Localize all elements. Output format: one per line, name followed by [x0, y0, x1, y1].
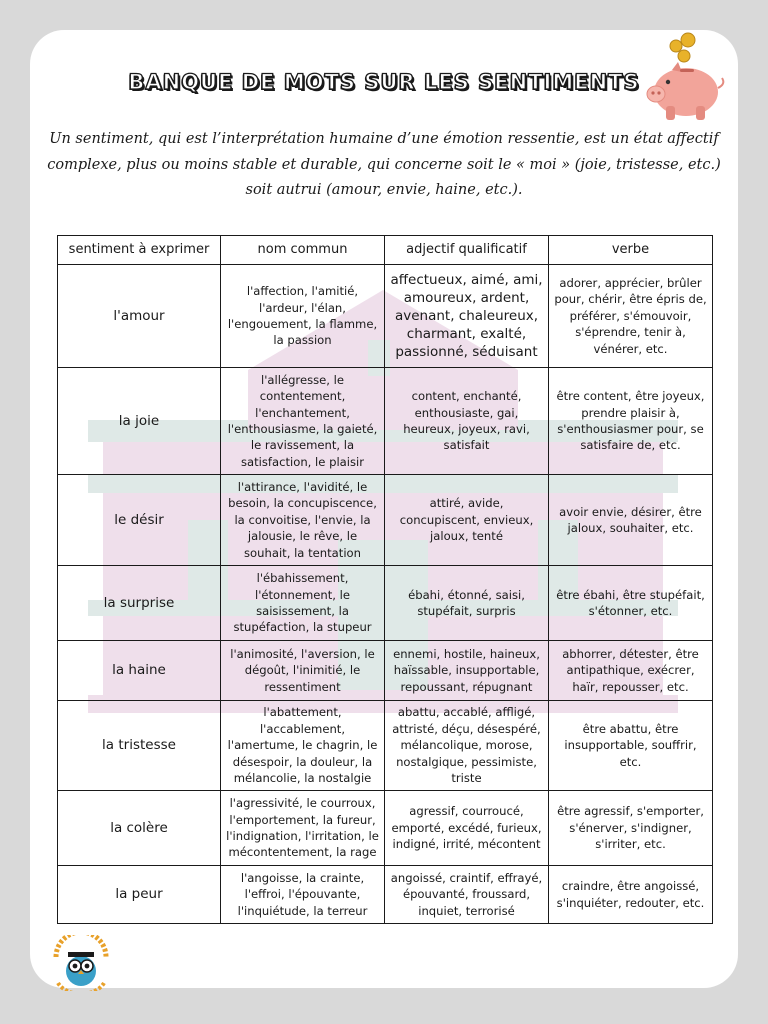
verbe-cell: être abattu, être insupportable, souffrir, etc.	[549, 701, 713, 791]
owl-logo-icon	[50, 935, 112, 991]
nom-cell: l'angoisse, la crainte, l'effroi, l'épouvante, l'inquiétude, la terreur	[221, 866, 385, 924]
table-row	[58, 265, 713, 368]
adjectif-cell: ébahi, étonné, saisi, stupéfait, surpris	[385, 566, 549, 641]
verbe-cell: abhorrer, détester, être antipathique, exécrer, haïr, repousser, etc.	[549, 641, 713, 701]
sentiment-cell: l'amour	[58, 265, 221, 368]
adjectif-cell: abattu, accablé, affligé, attristé, déçu, désespéré, mélancolique, morose, nostalgique, pessimiste, triste	[385, 701, 549, 791]
adjectif-cell: ennemi, hostile, haineux, haïssable, insupportable, repoussant, répugnant	[385, 641, 549, 701]
verbe-cell: adorer, apprécier, brûler pour, chérir, être épris de, préférer, s'émouvoir, s'éprendre, tenir à, vénérer, etc.	[549, 265, 713, 368]
sentiment-cell: la colère	[58, 791, 221, 866]
nom-cell: l'ébahissement, l'étonnement, le saisissement, la stupéfaction, la stupeur	[221, 566, 385, 641]
sentiment-cell: la haine	[58, 641, 221, 701]
intro-paragraph: Un sentiment, qui est l’interprétation humaine d’une émotion ressentie, est un état affectif complexe, plus ou moins stable et durable, qui concerne soit le « moi » (joie, tristesse, etc.) soit autrui (amour, envie, haine, etc.).	[47, 131, 721, 198]
coins-icon	[670, 33, 695, 62]
page-title: BANQUE DE MOTS SUR LES SENTIMENTS	[128, 70, 640, 94]
verbe-cell: être agressif, s'emporter, s'énerver, s'indigner, s'irriter, etc.	[549, 791, 713, 866]
header-sentiment: sentiment à exprimer	[58, 236, 221, 265]
sentiment-cell: la surprise	[58, 566, 221, 641]
adjectif-cell: affectueux, aimé, ami, amoureux, ardent, avenant, chaleureux, charmant, exalté, passionné, séduisant	[385, 265, 549, 368]
adjectif-cell: attiré, avide, concupiscent, envieux, jaloux, tenté	[385, 475, 549, 566]
nom-cell: l'animosité, l'aversion, le dégoût, l'inimitié, le ressentiment	[221, 641, 385, 701]
sentiment-cell: le désir	[58, 475, 221, 566]
sentiment-cell: la peur	[58, 866, 221, 924]
adjectif-cell: content, enchanté, enthousiaste, gai, heureux, joyeux, ravi, satisfait	[385, 368, 549, 475]
header-nom-commun: nom commun	[221, 236, 385, 265]
table-row	[58, 701, 713, 791]
table-row	[58, 791, 713, 866]
verbe-cell: craindre, être angoissé, s'inquiéter, redouter, etc.	[549, 866, 713, 924]
verbe-cell: être content, être joyeux, prendre plaisir à, s'enthousiasmer pour, se satisfaire de, etc.	[549, 368, 713, 475]
nom-cell: l'agressivité, le courroux, l'emportement, la fureur, l'indignation, l'irritation, le mécontentement, la rage	[221, 791, 385, 866]
adjectif-cell: agressif, courroucé, emporté, excédé, furieux, indigné, irrité, mécontent	[385, 791, 549, 866]
table-row	[58, 866, 713, 924]
adjectif-cell: angoissé, craintif, effrayé, épouvanté, froussard, inquiet, terrorisé	[385, 866, 549, 924]
table-row	[58, 566, 713, 641]
table-row	[58, 475, 713, 566]
table-header-row	[58, 236, 713, 265]
nom-cell: l'affection, l'amitié, l'ardeur, l'élan, l'engouement, la flamme, la passion	[221, 265, 385, 368]
sentiment-cell: la tristesse	[58, 701, 221, 791]
table-row	[58, 641, 713, 701]
verbe-cell: avoir envie, désirer, être jaloux, souhaiter, etc.	[549, 475, 713, 566]
word-bank-table	[57, 235, 713, 924]
nom-cell: l'allégresse, le contentement, l'enchantement, l'enthousiasme, la gaieté, le ravissement, la satisfaction, le plaisir	[221, 368, 385, 475]
nom-cell: l'attirance, l'avidité, le besoin, la concupiscence, la convoitise, l'envie, la jalousie, le rêve, le souhait, la tentation	[221, 475, 385, 566]
table-row	[58, 368, 713, 475]
sentiment-cell: la joie	[58, 368, 221, 475]
header-verbe: verbe	[549, 236, 713, 265]
nom-cell: l'abattement, l'accablement, l'amertume, le chagrin, le désespoir, la douleur, la mélancolie, la nostalgie	[221, 701, 385, 791]
header-adjectif: adjectif qualificatif	[385, 236, 549, 265]
verbe-cell: être ébahi, être stupéfait, s'étonner, etc.	[549, 566, 713, 641]
